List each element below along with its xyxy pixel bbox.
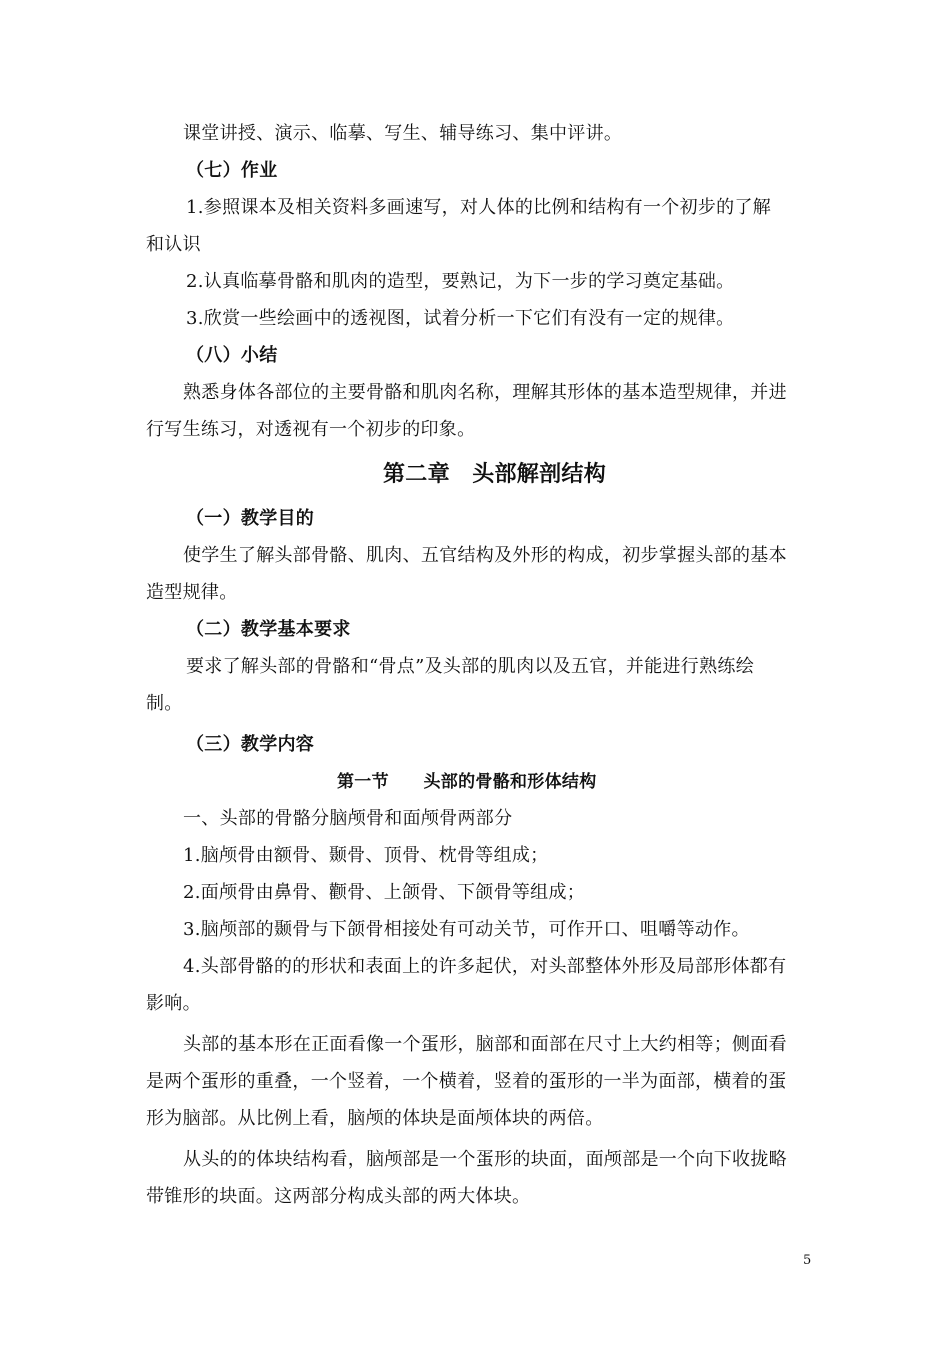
text-line: 熟悉身体各部位的主要骨骼和肌肉名称，理解其形体的基本造型规律，并进 bbox=[183, 382, 787, 403]
text-line: 2.面颅骨由鼻骨、颧骨、上颌骨、下颌骨等组成； bbox=[183, 882, 586, 903]
section-heading-teaching-goal: （一）教学目的 bbox=[186, 508, 315, 529]
text-line: 头部的基本形在正面看像一个蛋形，脑部和面部在尺寸上大约相等；侧面看 bbox=[183, 1034, 787, 1055]
text-line: 1.参照课本及相关资料多画速写，对人体的比例和结构有一个初步的了解 bbox=[186, 197, 772, 218]
text-line: 和认识 bbox=[146, 234, 201, 255]
text-line: 1.脑颅骨由额骨、颞骨、顶骨、枕骨等组成； bbox=[183, 845, 549, 866]
text-line: 要求了解头部的骨骼和“骨点”及头部的肌肉以及五官，并能进行熟练绘 bbox=[186, 656, 755, 677]
text-line: 行写生练习，对透视有一个初步的印象。 bbox=[146, 419, 476, 440]
section-heading-summary: （八）小结 bbox=[186, 345, 278, 366]
text-line: 一、头部的骨骼分脑颅骨和面颅骨两部分 bbox=[183, 808, 513, 829]
page-number: 5 bbox=[803, 1253, 812, 1268]
text-line: 3.欣赏一些绘画中的透视图，试着分析一下它们有没有一定的规律。 bbox=[186, 308, 735, 329]
text-line: 影响。 bbox=[146, 993, 201, 1014]
text-line: 带锥形的块面。这两部分构成头部的两大体块。 bbox=[146, 1186, 531, 1207]
text-line: 4.头部骨骼的的形状和表面上的许多起伏，对头部整体外形及局部形体都有 bbox=[183, 956, 787, 977]
text-line: 形为脑部。从比例上看，脑颅的体块是面颅体块的两倍。 bbox=[146, 1108, 604, 1129]
subsection-title: 第一节 头部的骨骼和形体结构 bbox=[337, 772, 597, 792]
section-heading-homework: （七）作业 bbox=[186, 160, 278, 181]
text-line: 使学生了解头部骨骼、肌肉、五官结构及外形的构成，初步掌握头部的基本 bbox=[183, 545, 787, 566]
text-line: 制。 bbox=[146, 693, 183, 714]
chapter-title: 第二章 头部解剖结构 bbox=[383, 462, 607, 487]
section-heading-teaching-content: （三）教学内容 bbox=[186, 734, 315, 755]
text-line: 造型规律。 bbox=[146, 582, 238, 603]
section-heading-basic-requirements: （二）教学基本要求 bbox=[186, 619, 351, 640]
text-line: 是两个蛋形的重叠，一个竖着，一个横着，竖着的蛋形的一半为面部，横着的蛋 bbox=[146, 1071, 787, 1092]
text-line: 从头的的体块结构看，脑颅部是一个蛋形的块面，面颅部是一个向下收拢略 bbox=[183, 1149, 787, 1170]
text-line: 2.认真临摹骨骼和肌肉的造型，要熟记，为下一步的学习奠定基础。 bbox=[186, 271, 735, 292]
text-line: 课堂讲授、演示、临摹、写生、辅导练习、集中评讲。 bbox=[183, 123, 623, 144]
text-line: 3.脑颅部的颞骨与下颌骨相接处有可动关节，可作开口、咀嚼等动作。 bbox=[183, 919, 750, 940]
